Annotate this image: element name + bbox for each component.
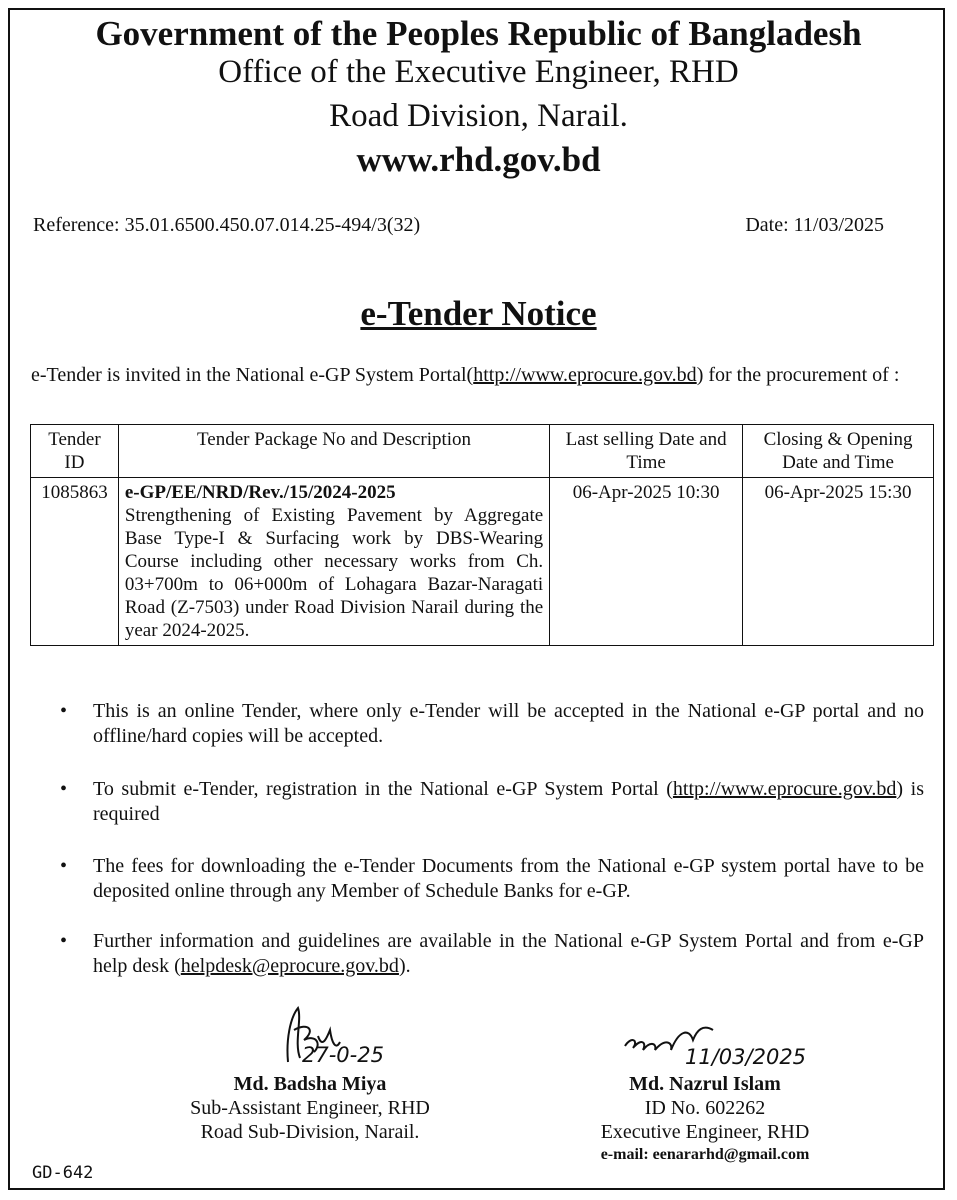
notice-date: Date: 11/03/2025 xyxy=(745,214,884,236)
tender-id-cell: 1085863 xyxy=(31,478,119,646)
notice-title: e-Tender Notice xyxy=(360,294,597,333)
bullet-text: This is an online Tender, where only e-Tender will be accepted in the National e-GP portal and no offline/hard copies will be accepted. xyxy=(93,700,924,747)
left-title: Sub-Assistant Engineer, RHD xyxy=(190,1097,430,1119)
helpdesk-email-link[interactable]: helpdesk@eprocure.gov.bd xyxy=(180,955,399,977)
left-name: Md. Badsha Miya xyxy=(233,1073,387,1095)
right-signatory xyxy=(560,1000,850,1166)
list-item xyxy=(60,854,924,904)
header-last-selling: Last selling Date and Time xyxy=(550,425,743,478)
eprocure-link[interactable]: http://www.eprocure.gov.bd xyxy=(473,364,697,386)
intro-text-end: ) for the procurement of : xyxy=(696,364,900,386)
header-description: Tender Package No and Description xyxy=(118,425,549,478)
handwritten-signature xyxy=(190,1000,430,1072)
government-heading: Government of the Peoples Republic of Bangladesh xyxy=(95,14,862,53)
right-id: ID No. 602262 xyxy=(644,1097,766,1119)
last-selling-cell: 06-Apr-2025 10:30 xyxy=(550,478,743,646)
right-title: Executive Engineer, RHD xyxy=(600,1121,810,1143)
header-tender-id: Tender ID xyxy=(31,425,119,478)
handwritten-signature xyxy=(585,1000,825,1072)
package-number: e-GP/EE/NRD/Rev./15/2024-2025 xyxy=(124,482,396,503)
bullet-text: To submit e-Tender, registration in the National e-GP System Portal ( xyxy=(93,778,673,800)
right-name: Md. Nazrul Islam xyxy=(629,1073,781,1095)
bullet-text: The fees for downloading the e-Tender Documents from the National e-GP system portal have to be deposited online through any Member of Schedule Banks for e-GP. xyxy=(93,855,924,902)
eprocure-link[interactable]: http://www.eprocure.gov.bd xyxy=(672,778,897,800)
package-description: Strengthening of Existing Pavement by Aggregate Base Type-I & Surfacing work by DBS-Wearing Course including other necessary works from Ch. 03+700m to 06+000m of Lohagara Bazar-Naragati Road (Z-7503) under Road Division Narail during the year 2024-2025. xyxy=(124,505,544,641)
bullet-text-end: ) is required xyxy=(93,778,924,825)
header-closing-opening: Closing & Opening Date and Time xyxy=(743,425,934,478)
intro-paragraph xyxy=(31,361,924,389)
website-heading: www.rhd.gov.bd xyxy=(356,140,601,179)
right-signature-date: 11/03/2025 xyxy=(685,1045,807,1069)
description-cell xyxy=(118,478,549,646)
list-item xyxy=(60,699,924,749)
tender-table xyxy=(30,424,934,646)
document-code: GD-642 xyxy=(32,1163,94,1183)
left-office: Road Sub-Division, Narail. xyxy=(200,1121,420,1143)
division-heading: Road Division, Narail. xyxy=(329,98,628,134)
reference-number: Reference: 35.01.6500.450.07.014.25-494/3(32) xyxy=(33,214,421,236)
left-signatory xyxy=(160,1000,460,1144)
list-item xyxy=(60,929,924,979)
bullet-text: Further information and guidelines are available in the National e-GP System Portal and from e-GP help desk ( xyxy=(93,930,924,977)
bullet-text-end: ). xyxy=(398,955,411,977)
closing-opening-cell: 06-Apr-2025 15:30 xyxy=(743,478,934,646)
office-heading: Office of the Executive Engineer, RHD xyxy=(218,54,739,90)
table-header-row xyxy=(31,425,934,478)
table-row xyxy=(31,478,934,646)
list-item xyxy=(60,777,924,827)
right-email: e-mail: eenararhd@gmail.com xyxy=(600,1146,810,1163)
intro-text: e-Tender is invited in the National e-GP System Portal( xyxy=(31,364,474,386)
left-signature-date: 27-0-25 xyxy=(302,1043,384,1067)
